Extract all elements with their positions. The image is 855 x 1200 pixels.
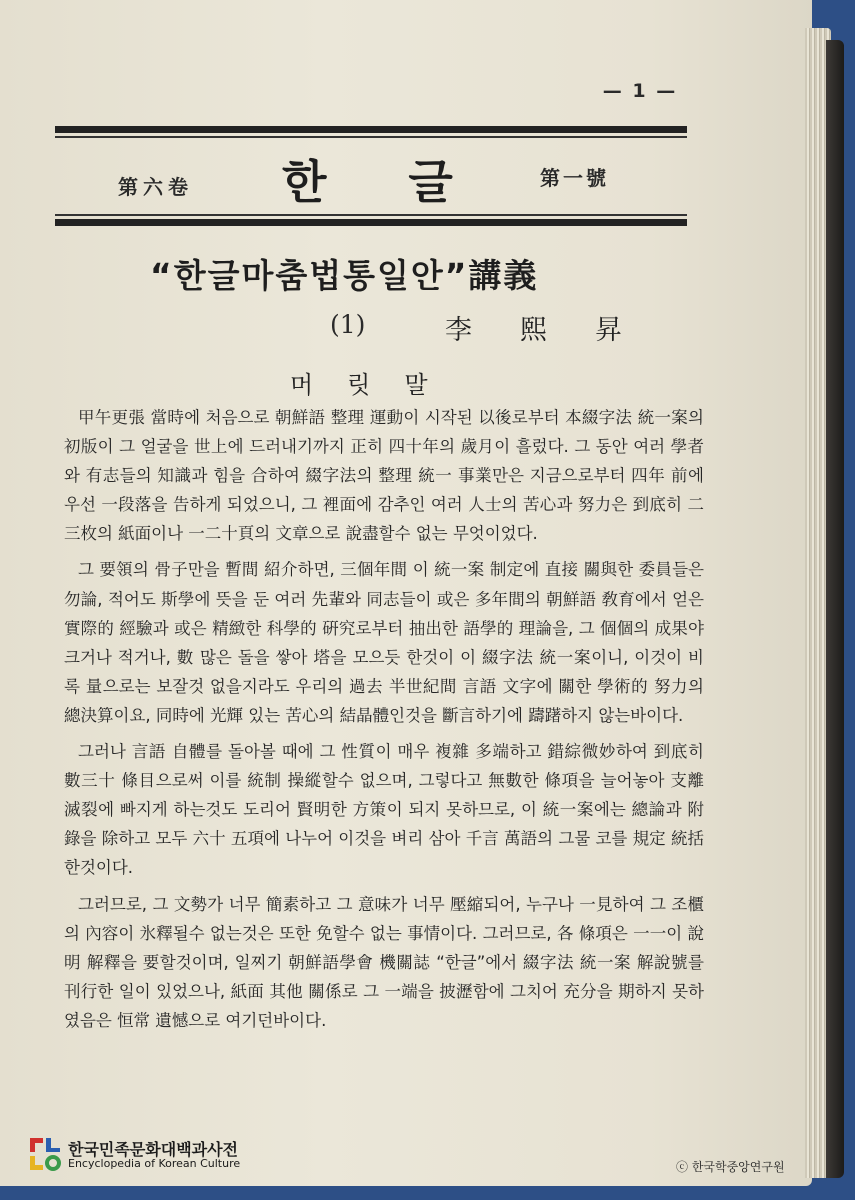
article-part-number: (1) (330, 310, 366, 339)
paragraph: 그러나 言語 自體를 돌아볼 때에 그 性質이 매우 複雜 多端하고 錯綜微妙하여 到底히 數三十 條目으로써 이를 統制 操縱할수 없으며, 그렇다고 無數한 條項을 늘어놓아 支離滅裂에 빠지게 하는것도 도리어 賢明한 方策이 되지 못하므로, 이 統一案에는 總論과 附錄을 除하고 모두 六十 五項에 나누어 이것을 벼리 삼아 千言 萬語의 그물 코를 規定 統括한것이다. (64, 742, 704, 878)
header-rule-bottom-thin (55, 214, 687, 216)
encyclopedia-logo-icon (28, 1136, 62, 1172)
header-rule-top-thin (55, 136, 687, 138)
paragraph: 그 要領의 骨子만을 暫間 紹介하면, 三個年間 이 統一案 制定에 直接 關與한 委員들은 勿論, 적어도 斯學에 뜻을 둔 여러 先輩와 同志들이 或은 多年間의 朝鮮語 敎育에서 얻은 實際的 經驗과 或은 精緻한 科學的 硏究로부터 抽出한 語學的 理論을, 그 個個의 成果야 크거나 적거나, 數 많은 돌을 쌓아 塔을 모으듯 한것이 이 綴字法 統一案이니, 이것이 비록 量으로는 보잘것 없을지라도 우리의 過去 半世紀間 言語 文字에 關한 學術的 努力의 總決算이요, 同時에 光輝 있는 苦心의 結晶體인것을 斷言하기에 躊躇하지 않는바이다. (64, 560, 704, 725)
issue-label: 第一號 (540, 166, 609, 190)
paragraph: 甲午更張 當時에 처음으로 朝鮮語 整理 運動이 시작된 以後로부터 本綴字法 統一案의 初版이 그 얼굴을 世上에 드러내기까지 正히 四十年의 歲月이 흘렀다. 그 동안 여러 學者와 有志들의 知識과 힘을 合하여 綴字法의 整理 統一 事業만은 지금으로부터 四年 前에 우선 一段落을 告하게 되었으니, 그 裡面에 감추인 여러 人士의 苦心과 努力은 到底히 二三枚의 紙面이나 一二十頁의 文章으로 說盡할수 없는 무엇이었다. (64, 408, 704, 544)
copyright-notice: ⓒ 한국학중앙연구원 (676, 1160, 785, 1174)
article-author: 李熙昇 (445, 315, 670, 346)
page-number: — 1 — (602, 80, 678, 102)
article-body (64, 403, 704, 1042)
journal-masthead: 한글 (282, 155, 535, 209)
logo-korean-text: 한국민족문화대백과사전 (68, 1140, 239, 1159)
header-rule-top-thick (55, 126, 687, 133)
logo-english-text: Encyclopedia of Korean Culture (68, 1157, 241, 1170)
book-spine (826, 40, 844, 1178)
article-title: “한글마춤법통일안”講義 (150, 256, 539, 295)
section-title: 머릿말 (290, 371, 462, 399)
paragraph: 그러므로, 그 文勢가 너무 簡素하고 그 意味가 너무 壓縮되어, 누구나 一見하여 그 조櫃의 內容이 氷釋될수 없는것은 또한 免할수 없는 事情이다. 그러므로, 各 條項은 一一이 說明 解釋을 要할것이며, 일찌기 朝鮮語學會 機關誌 “한글”에서 綴字法 統一案 解說號를 刊行한 일이 있었으나, 紙面 其他 關係로 그 一端을 披瀝함에 그치어 充分을 期하지 못하였음은 恒常 遺憾으로 여기던바이다. (64, 894, 704, 1030)
volume-label: 第六卷 (118, 175, 193, 199)
header-rule-bottom-thick (55, 219, 687, 226)
